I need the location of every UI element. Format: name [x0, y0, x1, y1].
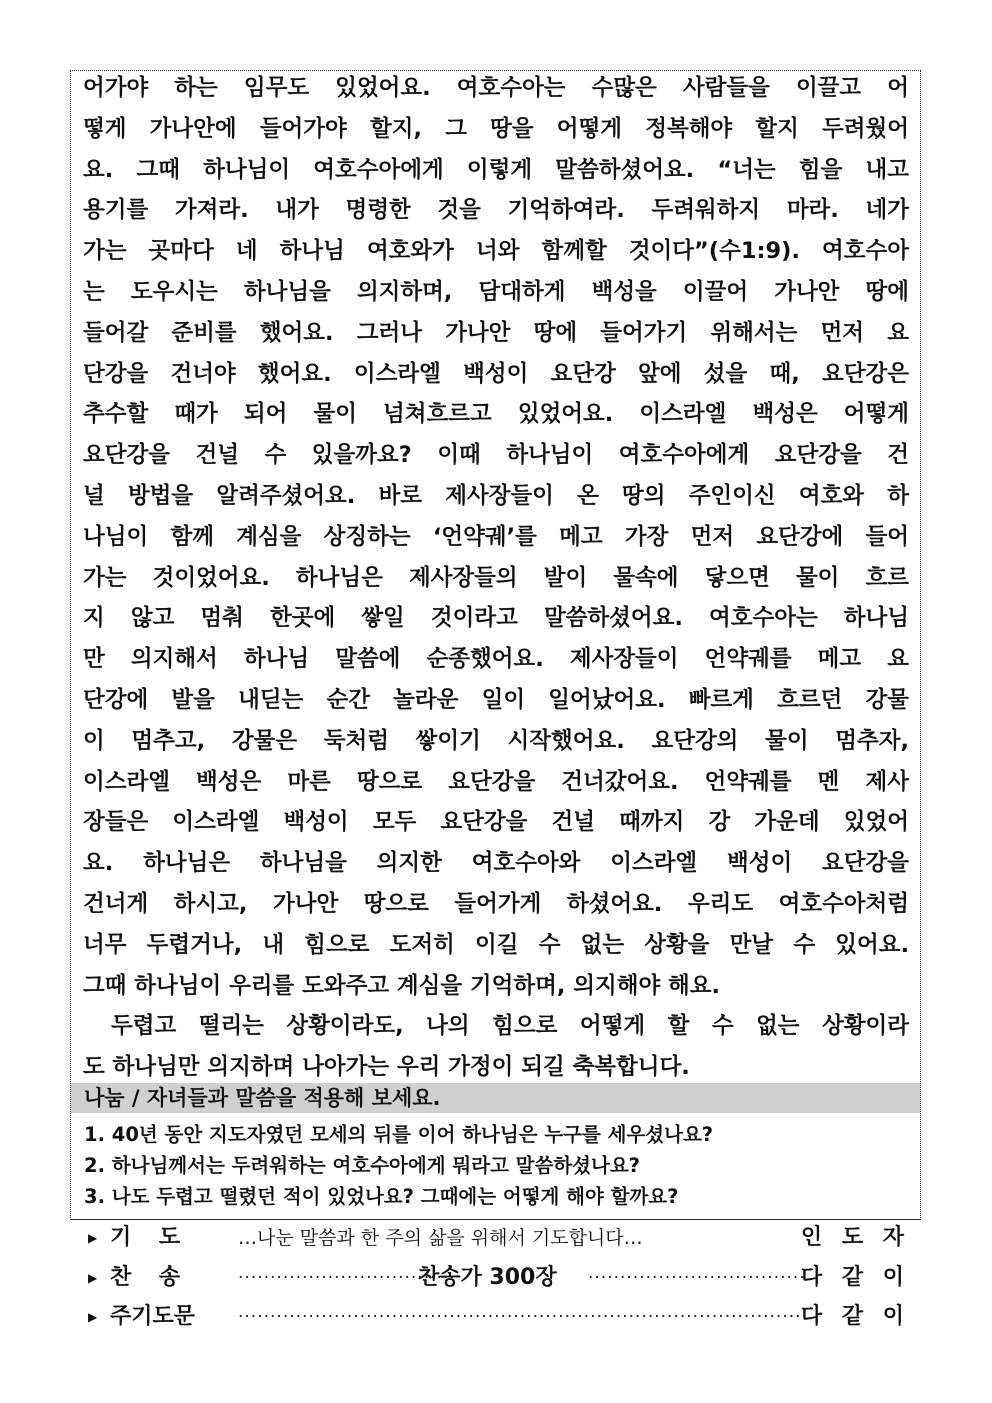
question-3: 3. 나도 두렵고 떨렸던 적이 있었나요? 그때에는 어떻게 해야 할까요?: [84, 1185, 679, 1208]
order-leader: 인 도 자: [800, 1225, 910, 1250]
body-line: 널 방법을 알려주셨어요. 바로 제사장들이 온 땅의 주인이신 여호와 하: [83, 482, 909, 509]
body-line: 단강에 발을 내딛는 순간 놀라운 일이 일어났어요. 빠르게 흐르던 강물: [83, 686, 909, 713]
triangle-bullet-icon: ▶: [88, 1271, 98, 1285]
triangle-bullet-icon: ▶: [88, 1231, 98, 1245]
body-line: 가는 곳마다 네 하나님 여호와가 너와 함께할 것이다”(수1:9). 여호수아: [83, 238, 909, 265]
body-line: 어가야 하는 임무도 있었어요. 여호수아는 수많은 사람들을 이끌고 어: [83, 75, 909, 101]
order-label: 주기도문: [110, 1304, 196, 1329]
order-row-hymn: [88, 1259, 910, 1297]
body-line: 장들은 이스라엘 백성이 모두 요단강을 건널 때까지 강 가운데 있었어: [83, 809, 909, 836]
leader-dots: ··································: [238, 1268, 456, 1288]
hymn-number: 찬송가 300장: [418, 1265, 557, 1290]
body-line: 지 않고 멈춰 한곳에 쌓일 것이라고 말씀하셨어요. 여호수아는 하나님: [83, 605, 909, 632]
order-leader: 다 같 이: [800, 1265, 910, 1290]
body-line: 너무 두렵거나, 내 힘으로 도저히 이길 수 없는 상황을 만날 수 있어요.: [83, 931, 909, 958]
body-line: 가는 것이었어요. 하나님은 제사장들의 발이 물속에 닿으면 물이 흐르: [83, 564, 909, 591]
body-line: 이 멈추고, 강물은 둑처럼 쌓이기 시작했어요. 요단강의 물이 멈추자,: [83, 727, 909, 754]
body-line: 나님이 함께 계심을 상징하는 ‘언약궤’를 메고 가장 먼저 요단강에 들어: [83, 523, 909, 550]
order-label: 기 도: [110, 1225, 191, 1250]
order-row-lords-prayer: [88, 1298, 910, 1336]
order-description: …나눈 말씀과 한 주의 삶을 위해서 기도합니다…: [238, 1227, 643, 1249]
body-line: 요. 그때 하나님이 여호수아에게 이렇게 말씀하셨어요. “너는 힘을 내고: [83, 156, 909, 183]
body-line: 추수할 때가 되어 물이 넘쳐흐르고 있었어요. 이스라엘 백성은 어떻게: [83, 401, 909, 428]
body-line: 요. 하나님은 하나님을 의지한 여호수아와 이스라엘 백성이 요단강을: [83, 850, 909, 877]
sermon-body: [83, 68, 909, 1088]
body-line: 도 하나님만 의지하며 나아가는 우리 가정이 되길 축복합니다.: [83, 1054, 690, 1081]
body-line: 두렵고 떨리는 상황이라도, 나의 힘으로 어떻게 할 수 없는 상황이라: [111, 1013, 909, 1040]
body-line: 요단강을 건널 수 있을까요? 이때 하나님이 여호수아에게 요단강을 건: [83, 442, 909, 469]
leader-dots: ··································: [588, 1268, 806, 1288]
share-title: 나눔 / 자녀들과 말씀을 적용해 보세요.: [84, 1086, 441, 1110]
body-line: 그때 하나님이 우리를 도와주고 계심을 기억하며, 의지해야 해요.: [83, 972, 721, 999]
question-1: 1. 40년 동안 지도자였던 모세의 뒤를 이어 하나님은 누구를 세우셨나요?: [84, 1123, 714, 1146]
body-line: 떻게 가나안에 들어가야 할지, 그 땅을 어떻게 정복해야 할지 두려웠어: [83, 115, 909, 142]
order-row-prayer: [88, 1219, 910, 1257]
body-line: 들어갈 준비를 했어요. 그러나 가나안 땅에 들어가기 위해서는 먼저 요: [83, 319, 909, 346]
leader-dots: ························································································: [238, 1307, 802, 1327]
order-label: 찬 송: [110, 1265, 191, 1290]
body-line: 이스라엘 백성은 마른 땅으로 요단강을 건너갔어요. 언약궤를 멘 제사: [83, 768, 909, 795]
triangle-bullet-icon: ▶: [88, 1310, 98, 1324]
question-2: 2. 하나님께서는 두려워하는 여호수아에게 뭐라고 말씀하셨나요?: [84, 1154, 640, 1177]
order-leader: 다 같 이: [800, 1304, 910, 1329]
body-line: 건너게 하시고, 가나안 땅으로 들어가게 하셨어요. 우리도 여호수아처럼: [83, 890, 909, 917]
body-line: 만 의지해서 하나님 말씀에 순종했어요. 제사장들이 언약궤를 메고 요: [83, 646, 909, 673]
body-line: 단강을 건너야 했어요. 이스라엘 백성이 요단강 앞에 섰을 때, 요단강은: [83, 360, 909, 387]
body-line: 용기를 가져라. 내가 명령한 것을 기억하여라. 두려워하지 마라. 네가: [83, 197, 909, 224]
body-line: 는 도우시는 하나님을 의지하며, 담대하게 백성을 이끌어 가나안 땅에: [83, 278, 909, 305]
